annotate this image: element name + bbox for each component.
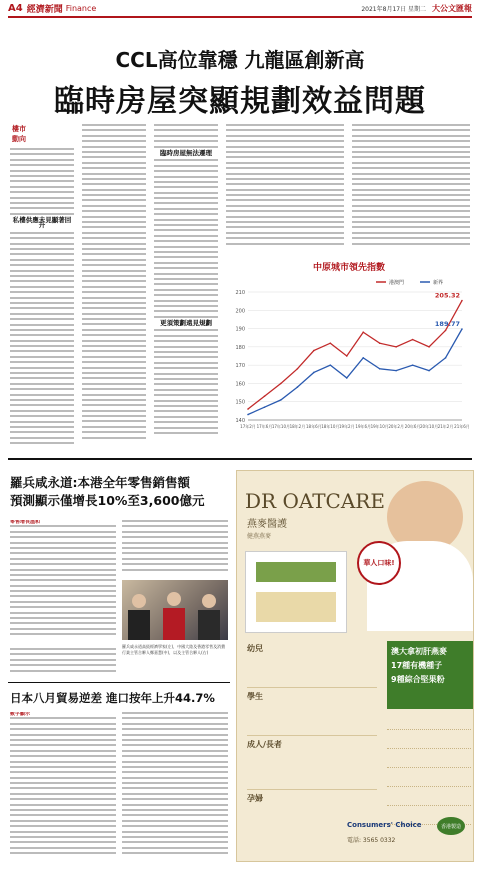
series-line-1 <box>248 301 462 409</box>
series-point <box>428 346 430 348</box>
x-tick-label: 17年10月 <box>271 424 291 429</box>
series-point <box>280 383 282 385</box>
series-point <box>362 331 364 333</box>
x-tick-label: 20年2月 <box>388 424 404 429</box>
story2-headline <box>10 474 230 510</box>
x-tick-label: 21年2月 <box>437 424 454 429</box>
headline-1: CCL高位靠穩 九龍區創新高 <box>115 48 365 72</box>
series-point <box>461 328 463 330</box>
ad-feature-1: 澳大拿初肝燕麥 <box>391 647 447 656</box>
x-tick-label: 19年2月 <box>338 424 355 429</box>
series-point <box>461 300 463 302</box>
series-point <box>330 342 332 344</box>
main-story-col-1 <box>10 148 74 448</box>
advertisement <box>236 470 474 862</box>
legend-label: 新界 <box>433 280 444 286</box>
ad-group-2: 學生 <box>247 688 377 736</box>
ad-features-box <box>387 641 474 709</box>
story3-subtag: 數字顯示 <box>10 712 31 717</box>
newspaper-logo: 大公文匯報 <box>432 3 472 13</box>
x-tick-label: 20年6月 <box>404 424 421 429</box>
story2-headline-2: 預測顯示僅增長10%至3,600億元 <box>10 493 205 508</box>
column-label: 樓市 <box>12 125 26 133</box>
series-point <box>330 364 332 366</box>
series-point <box>247 414 249 416</box>
series-point <box>264 395 266 397</box>
story2-col-2 <box>122 520 228 576</box>
y-tick-label: 140 <box>235 418 245 424</box>
ad-footer: Consumers' Choice <box>347 821 422 829</box>
series-point <box>313 350 315 352</box>
story3-headline: 日本八月貿易逆差 進口按年上升44.7% <box>10 691 215 705</box>
series-point <box>379 342 381 344</box>
story3-col-2 <box>122 712 228 862</box>
ad-group-3: 成人/長者 <box>247 736 377 790</box>
ad-phone: 電話: 3565 0332 <box>347 837 396 844</box>
ad-feature-2: 17種有機種子 <box>391 661 443 670</box>
x-tick-label: 19年6月 <box>355 424 372 429</box>
page-header <box>8 0 472 18</box>
ad-product-box <box>245 551 347 633</box>
chart-svg <box>226 258 472 448</box>
story2-photo <box>122 580 228 640</box>
series-point <box>346 377 348 379</box>
x-tick-label: 21年6月 <box>454 424 470 429</box>
line-chart <box>226 258 472 448</box>
subheading-1: 私樓供應未見顯著回升 <box>12 216 72 230</box>
series-point <box>297 386 299 388</box>
series-point <box>280 399 282 401</box>
series-point <box>428 370 430 372</box>
y-tick-label: 200 <box>235 308 245 315</box>
data-label: 189.77 <box>434 319 460 328</box>
series-point <box>297 368 299 370</box>
ad-groups <box>247 643 377 833</box>
y-tick-label: 210 <box>235 290 245 296</box>
headline-2: 臨時房屋突顯規劃效益問題 <box>54 84 426 119</box>
section-divider <box>8 458 472 460</box>
story2-headline-1: 羅兵咸永道:本港全年零售銷售額 <box>10 475 190 490</box>
series-point <box>346 355 348 357</box>
series-point <box>362 357 364 359</box>
data-label: 205.32 <box>434 291 460 300</box>
issue-date: 2021年8月17日 星期二 <box>361 5 426 13</box>
series-point <box>313 372 315 374</box>
main-story-col-3 <box>154 124 218 448</box>
section-number: A4 <box>8 2 23 14</box>
ad-brand-cn: 燕麥醫護 <box>247 519 287 530</box>
ad-sub: 健燕燕麥 <box>247 533 272 540</box>
series-point <box>445 330 447 332</box>
x-tick-label: 18年10月 <box>321 424 340 429</box>
x-tick-label: 18年2月 <box>289 424 306 429</box>
y-tick-label: 150 <box>235 399 245 406</box>
story3-col-1 <box>10 712 116 862</box>
ad-feature-3: 9種綜合堅果粉 <box>391 675 445 684</box>
column-label-2: 動向 <box>12 135 26 143</box>
story-divider <box>8 682 230 683</box>
x-tick-label: 18年6月 <box>306 424 322 429</box>
main-story-col-2 <box>82 124 146 448</box>
ad-brand: DR OATCARE <box>245 489 385 513</box>
y-tick-label: 170 <box>235 363 245 370</box>
ad-hk-label: 香港製造 <box>437 817 465 835</box>
y-tick-label: 180 <box>235 344 245 351</box>
series-point <box>395 370 397 372</box>
subheading-2: 臨時房屋無法遷理 <box>160 148 212 157</box>
story2-col-1 <box>10 520 116 644</box>
series-point <box>412 339 414 341</box>
story2-col-3 <box>10 648 116 676</box>
ad-group-4: 孕婦 <box>247 794 263 803</box>
x-tick-label: 20年10月 <box>419 424 439 429</box>
legend-label: 港澳門 <box>389 280 405 286</box>
series-point <box>412 364 414 366</box>
series-point <box>264 406 266 408</box>
ad-group-1: 幼兒 <box>247 643 377 688</box>
main-story-col-4 <box>226 124 344 254</box>
main-story-col-5 <box>352 124 470 254</box>
y-tick-label: 190 <box>235 326 245 333</box>
series-point <box>445 357 447 359</box>
x-tick-label: 17年2月 <box>240 424 256 429</box>
ad-badge: 華人口味! <box>357 541 401 585</box>
x-tick-label: 19年10月 <box>370 424 389 429</box>
x-tick-label: 17年6月 <box>256 424 273 429</box>
ad-badges <box>387 711 471 825</box>
series-point <box>395 346 397 348</box>
section-en: Finance <box>65 3 97 13</box>
subheading-3: 更須策劃遠見規劃 <box>160 319 212 328</box>
story2-subtag: 零售增長溫和 <box>10 520 41 525</box>
column-tag <box>12 124 52 144</box>
series-point <box>247 408 249 410</box>
chart-title: 中原城市領先指數 <box>312 263 386 273</box>
y-tick-label: 160 <box>235 381 245 388</box>
story2-caption: 羅兵咸永道高級經濟學家(左)，中國大陸及香港零售及消費行業主管合夥人鄭嘉慧(中)，以及主管合夥人(右) <box>122 644 226 655</box>
series-point <box>379 368 381 370</box>
section-name: 經濟新聞 <box>26 4 63 15</box>
